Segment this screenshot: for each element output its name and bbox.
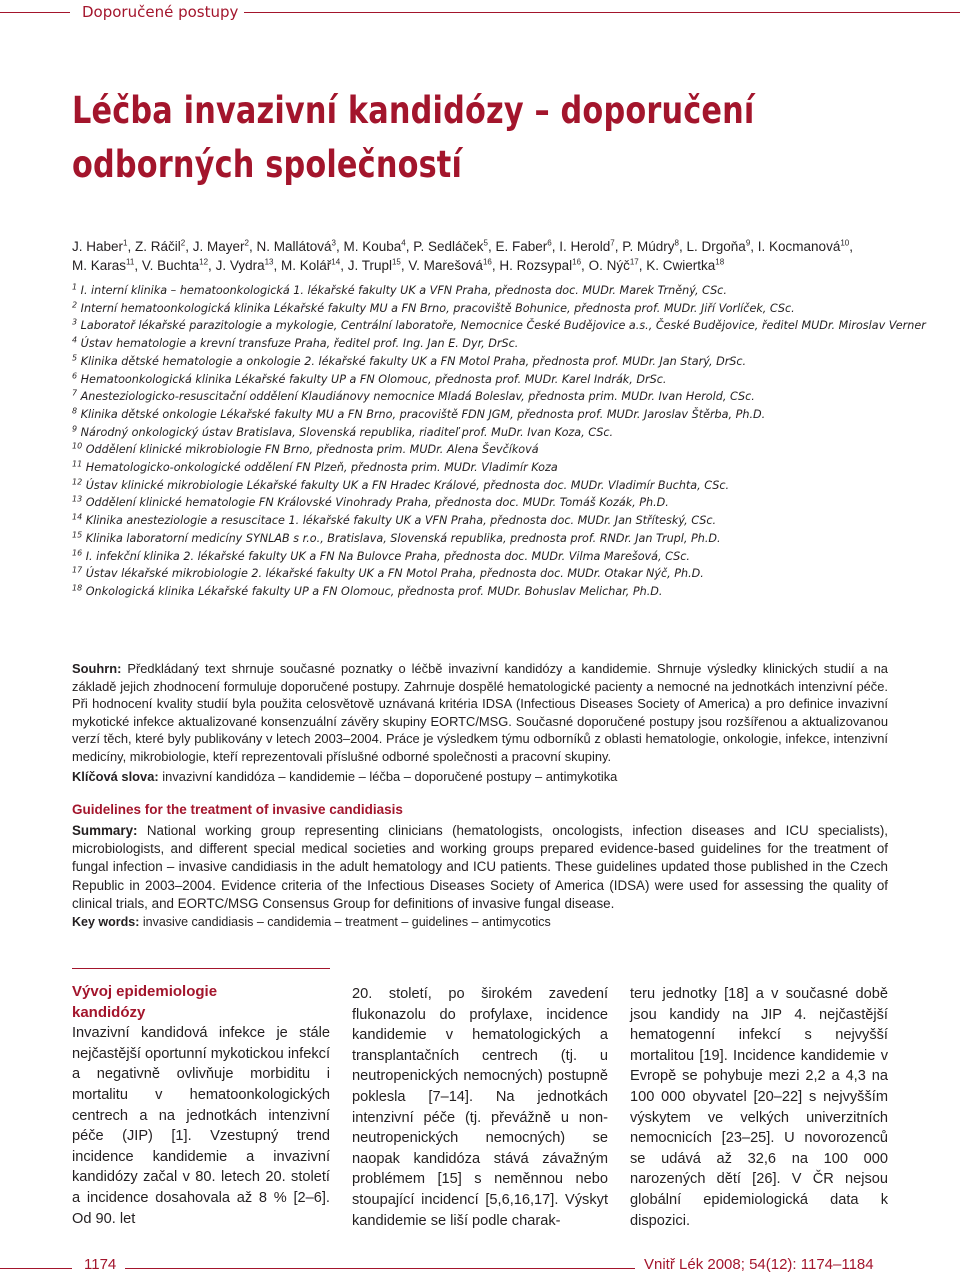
- abstract-text: Předkládaný text shrnuje současné poznatky o léčbě invazivní kandidózy a kandidemie. Shrnuje výsledky klinických studií a na základě jejich zhodnocení formuluje doporučené postupy. Zahrnuje dospělé hematologické pacienty a nemocné na jednotkách intenzivní péče. Při hodnocení kvality studií byla použita celosvětově uznávaná kritéria IDSA (Infectious Diseases Society of America) a pro definice invazivní mykotické infekce aktualizované konsenzuální závěry skupiny EORTC/MSG. Současné doporučené postupy jsou rozšířenou a aktualizovanou verzí těch, které byly publikovány v letech 2003–2004. Práce je výsledkem týmu odborníků z oblasti hematologie, onkologie, infekce, intenzivní medicíny, mikrobiologie, kteří reprezentovali příslušné odborné společnosti a pracovní skupiny.: [72, 661, 888, 764]
- page-number: 1174: [80, 1256, 120, 1273]
- affiliation-marker: 9: [72, 423, 78, 433]
- abstract-cz: [72, 660, 888, 785]
- author-name: V. Marešová: [408, 258, 483, 273]
- header-rule-right: [232, 12, 960, 13]
- author-list: [72, 237, 882, 275]
- affiliation-text: Ústav lékařské mikrobiologie 2. lékařské fakulty UK a FN Motol Praha, přednosta doc. MUDr. Otakar Nýč, Ph.D.: [82, 567, 704, 581]
- summary-text: National working group representing clinicians (hematologists, oncologists, infection diseases and ICU specialists), microbiologists, and different special medical societies and working groups prepared evidence-based guidelines for the treatment of fungal infection – invasive candidiasis in the adult hematology and ICU patients. These guidelines updated those published in the Czech Republic in 2003–2004. Evidence criteria of the Infectious Diseases Society of America (IDSA) were used for assessing the quality of clinical trials, and EORTC/MSG Consensus Group for definitions of invasive fungal disease.: [72, 823, 888, 911]
- author-affiliation-marker: 4: [401, 238, 406, 248]
- author-affiliation-marker: 2: [244, 238, 249, 248]
- affiliation-marker: 1: [72, 282, 78, 292]
- summary-label: Summary:: [72, 823, 138, 838]
- author-affiliation-marker: 5: [483, 238, 488, 248]
- author-name: J. Vydra: [215, 258, 265, 273]
- affiliation-text: Anesteziologicko-resuscitační oddělení Klaudiánovy nemocnice Mladá Boleslav, přednosta prim. MUDr. Ivan Herold, CSc.: [77, 390, 755, 404]
- author-name: M. Kolář: [281, 258, 332, 273]
- header-rule-left: [0, 12, 70, 13]
- author-affiliation-marker: 16: [572, 257, 582, 267]
- affiliation-item: [72, 494, 882, 512]
- affiliation-marker: 13: [72, 494, 83, 504]
- section-heading-line-1: Vývoj epidemiologie: [72, 983, 218, 1000]
- author-affiliation-marker: 12: [199, 257, 209, 267]
- affiliation-text: Hematologicko-onkologické oddělení FN Plzeň, přednosta prim. MUDr. Vladimír Koza: [82, 461, 558, 475]
- author-affiliation-marker: 15: [391, 257, 401, 267]
- affiliation-text: Hematoonkologická klinika Lékařské fakulty UP a FN Olomouc, přednosta prof. MUDr. Karel Indrák, DrSc.: [77, 372, 667, 386]
- author-affiliation-marker: 14: [331, 257, 341, 267]
- affiliation-marker: 3: [72, 317, 78, 327]
- author-affiliation-marker: 10: [840, 238, 850, 248]
- title-line-1: Léčba invazivní kandidózy – doporučení: [72, 89, 755, 132]
- affiliation-marker: 5: [72, 353, 78, 363]
- affiliation-marker: 14: [72, 512, 83, 522]
- author-affiliation-marker: 6: [547, 238, 552, 248]
- affiliation-item: [72, 583, 882, 601]
- author-name: O. Nýč: [588, 258, 630, 273]
- affiliation-text: Laboratoř lékařské parazitologie a mykologie, Centrální laboratoře, Nemocnice České Budějovice a.s., České Budějovice, ředitel MUDr. Miroslav Verner: [77, 319, 926, 333]
- affiliation-text: Ústav hematologie a krevní transfuze Praha, ředitel prof. Ing. Jan E. Dyr, DrSc.: [77, 337, 519, 351]
- english-summary: [72, 822, 888, 913]
- affiliation-item: [72, 548, 882, 566]
- body-column-1: [72, 982, 330, 1229]
- author-affiliation-marker: 11: [126, 257, 135, 267]
- affiliation-marker: 16: [72, 547, 83, 557]
- affiliation-list: [72, 282, 926, 601]
- author-name: K. Cwiertka: [646, 258, 716, 273]
- affiliation-item: [72, 406, 882, 424]
- affiliation-text: Národný onkologický ústav Bratislava, Slovenská republika, riaditeľ prof. MuDr. Ivan Koza, CSc.: [77, 425, 614, 439]
- author-name: E. Faber: [495, 239, 548, 254]
- affiliation-text: Ústav klinické mikrobiologie Lékařské fakulty UK a FN Hradec Králové, přednosta doc. MUDr. Vladimír Buchta, CSc.: [82, 478, 730, 492]
- author-affiliation-marker: 18: [715, 257, 725, 267]
- journal-citation: Vnitř Lék 2008; 54(12): 1174–1184: [644, 1256, 874, 1273]
- author-name: P. Sedláček: [413, 239, 484, 254]
- affiliation-item: [72, 424, 882, 442]
- author-name: H. Rozsypal: [499, 258, 573, 273]
- affiliation-item: [72, 530, 882, 548]
- affiliation-item: [72, 317, 926, 335]
- author-affiliation-marker: 16: [482, 257, 492, 267]
- author-line-2: M. Karas$^{11}$, V. Buchta$^{12}$, J. Vydra$^{13}$, M. Kolář$^{14}$, J. Trupl$^{15}$, V. Marešová$^{16}$, H. Rozsypal$^{16}$, O. Nýč$^{17}$, K. Cwiertka$^{18}$: [72, 257, 725, 273]
- author-name: P. Múdry: [622, 239, 675, 254]
- author-affiliation-marker: 2: [180, 238, 186, 248]
- english-title: Guidelines for the treatment of invasive candidiasis: [72, 802, 403, 817]
- affiliation-marker: 6: [72, 370, 78, 380]
- author-name: J. Mayer: [192, 239, 245, 254]
- author-affiliation-marker: 13: [264, 257, 274, 267]
- abstract-label: Souhrn:: [72, 661, 122, 676]
- body-text-1: Invazivní kandidová infekce je stále nejčastější oportunní mykotickou infekcí a negativně ovlivňuje morbiditu i mortalitu v hematoonkologických centrech a na jednotkách intenzivní péče (JIP) [1]. Vzestupný trend incidence kandidemie a invazivní kandidózy začal v 80. letech 20. století a incidence dosahovala až 8 % [2–6]. Od 90. let: [72, 1025, 330, 1227]
- keywords-en: invasive candidiasis – candidemia – treatment – guidelines – antimycotics: [142, 915, 551, 929]
- author-name: Z. Ráčil: [135, 239, 181, 254]
- keywords-en-label: Key words:: [72, 915, 140, 929]
- affiliation-marker: 4: [72, 335, 78, 345]
- author-name: L. Drgoňa: [686, 239, 746, 254]
- affiliation-item: [72, 565, 882, 583]
- footer-rule-right: [125, 1268, 635, 1269]
- author-name: I. Kocmanová: [757, 239, 841, 254]
- affiliation-marker: 10: [72, 441, 83, 451]
- author-name: N. Mallátová: [256, 239, 332, 254]
- author-name: J. Trupl: [347, 258, 392, 273]
- affiliation-text: Oddělení klinické mikrobiologie FN Brno, přednosta prim. MUDr. Alena Ševčíková: [82, 443, 539, 457]
- author-name: M. Kouba: [343, 239, 402, 254]
- affiliation-text: Klinika dětské hematologie a onkologie 2. lékařské fakulty UK a FN Motol Praha, přednosta prof. MUDr. Jan Starý, DrSc.: [77, 354, 747, 368]
- affiliation-item: [72, 371, 882, 389]
- author-affiliation-marker: 7: [610, 238, 615, 248]
- affiliation-marker: 8: [72, 406, 78, 416]
- author-name: M. Karas: [72, 258, 127, 273]
- affiliation-item: [72, 282, 882, 300]
- author-name: V. Buchta: [141, 258, 200, 273]
- author-name: I. Herold: [559, 239, 611, 254]
- affiliation-marker: 12: [72, 477, 83, 486]
- affiliation-marker: 17: [72, 565, 83, 575]
- affiliation-text: Klinika anesteziologie a resuscitace 1. lékařské fakulty UK a VFN Praha, přednosta doc. MUDr. Jan Stříteský, CSc.: [82, 514, 717, 528]
- author-line-1: J. Haber$^1$, Z. Ráčil$^2$, J. Mayer$^2$, N. Mallátová$^3$, M. Kouba$^4$, P. Sedláček$^5$, E. Faber$^6$, I. Herold$^7$, P. Múdry$^8$, L. Drgoňa$^9$, I. Kocmanová$^{10}$,: [72, 238, 853, 254]
- keywords-cz-label: Klíčová slova:: [72, 768, 159, 784]
- english-keywords: [72, 915, 888, 929]
- affiliation-marker: 15: [72, 530, 83, 540]
- column-rule: [72, 968, 330, 969]
- author-affiliation-marker: 3: [331, 238, 336, 248]
- author-affiliation-marker: 17: [629, 257, 639, 267]
- keywords-cz: invazivní kandidóza – kandidemie – léčba – doporučené postupy – antimykotika: [162, 768, 618, 784]
- section-heading-line-2: kandidózy: [72, 1003, 146, 1021]
- body-text-3: teru jednotky [18] a v současné době jsou kandidy na JIP 4. nejčastější hematogenní infekcí s nejvyšší mortalitou [19]. Incidence kandidemie v Evropě se pohybuje mezi 2,2 a 4,3 na 100 000 obyvatel [20–22] s nejvyšším výskytem ve velkých univerzitních nemocnicích [23–25]. U novorozenců se udává až 32,6 na 100 000 narozených dětí [26]. V ČR nejsou globální epidemiologická data k dispozici.: [630, 986, 888, 1229]
- affiliation-item: [72, 477, 882, 495]
- affiliation-text: Klinika dětské onkologie Lékařské fakulty MU a FN Brno, pracoviště FDN JGM, přednosta prof. MUDr. Jaroslav Štěrba, Ph.D.: [77, 407, 766, 421]
- author-name: J. Haber: [72, 239, 124, 254]
- section-label: Doporučené postupy: [82, 3, 244, 21]
- affiliation-item: [72, 353, 882, 371]
- affiliation-text: Interní hematoonkologická klinika Lékařské fakulty MU a FN Brno, pracoviště Bohunice, přednosta prof. MUDr. Jiří Vorlíček, CSc.: [77, 301, 795, 315]
- article-title: [72, 84, 755, 192]
- affiliation-text: Oddělení klinické hematologie FN Královské Vinohrady Praha, přednosta doc. MUDr. Tomáš Kozák, Ph.D.: [82, 496, 669, 510]
- author-affiliation-marker: 8: [674, 238, 679, 248]
- affiliation-marker: 2: [72, 299, 78, 309]
- affiliation-item: [72, 388, 882, 406]
- body-column-3: [630, 984, 888, 1231]
- author-affiliation-marker: 1: [123, 238, 128, 248]
- body-column-2: [352, 984, 608, 1231]
- affiliation-text: Onkologická klinika Lékařské fakulty UP a FN Olomouc, přednosta prof. MUDr. Bohuslav Melichar, Ph.D.: [82, 584, 663, 598]
- affiliation-item: [72, 441, 882, 459]
- affiliation-text: Klinika laboratorní medicíny SYNLAB s r.o., Bratislava, Slovenská republika, prednosta prof. RNDr. Jan Trupl, Ph.D.: [82, 531, 721, 545]
- affiliation-item: [72, 300, 882, 318]
- author-affiliation-marker: 9: [745, 238, 751, 248]
- affiliation-marker: 7: [72, 388, 78, 398]
- affiliation-item: [72, 459, 882, 477]
- body-text-2: 20. století, po širokém zavedení flukonazolu do profylaxe, incidence kandidemie v hematologických a transplantačních centrech (tj. u neutropenických nemocných) postupně poklesla [7–14]. Na jednotkách intenzivní péče (tj. převážně u non-neutropenických nemocných) se naopak kandidóza stává závažným problémem [15] s neměnnou nebo stoupající incidencí [5,6,16,17]. Výskyt kandidemie se liší podle charak-: [352, 986, 608, 1229]
- footer-rule-left: [0, 1268, 72, 1269]
- title-line-2: odborných společností: [72, 143, 463, 186]
- affiliation-marker: 11: [72, 459, 83, 469]
- affiliation-item: [72, 512, 882, 530]
- affiliation-item: [72, 335, 882, 353]
- affiliation-text: I. infekční klinika 2. lékařské fakulty UK a FN Na Bulovce Praha, přednosta doc. MUDr. Vilma Marešová, CSc.: [82, 549, 690, 563]
- section-heading: [72, 982, 330, 1023]
- affiliation-marker: 18: [72, 583, 83, 593]
- affiliation-text: I. interní klinika – hematoonkologická 1. lékařské fakulty UK a VFN Praha, přednosta doc. MUDr. Marek Trněný, CSc.: [77, 284, 727, 297]
